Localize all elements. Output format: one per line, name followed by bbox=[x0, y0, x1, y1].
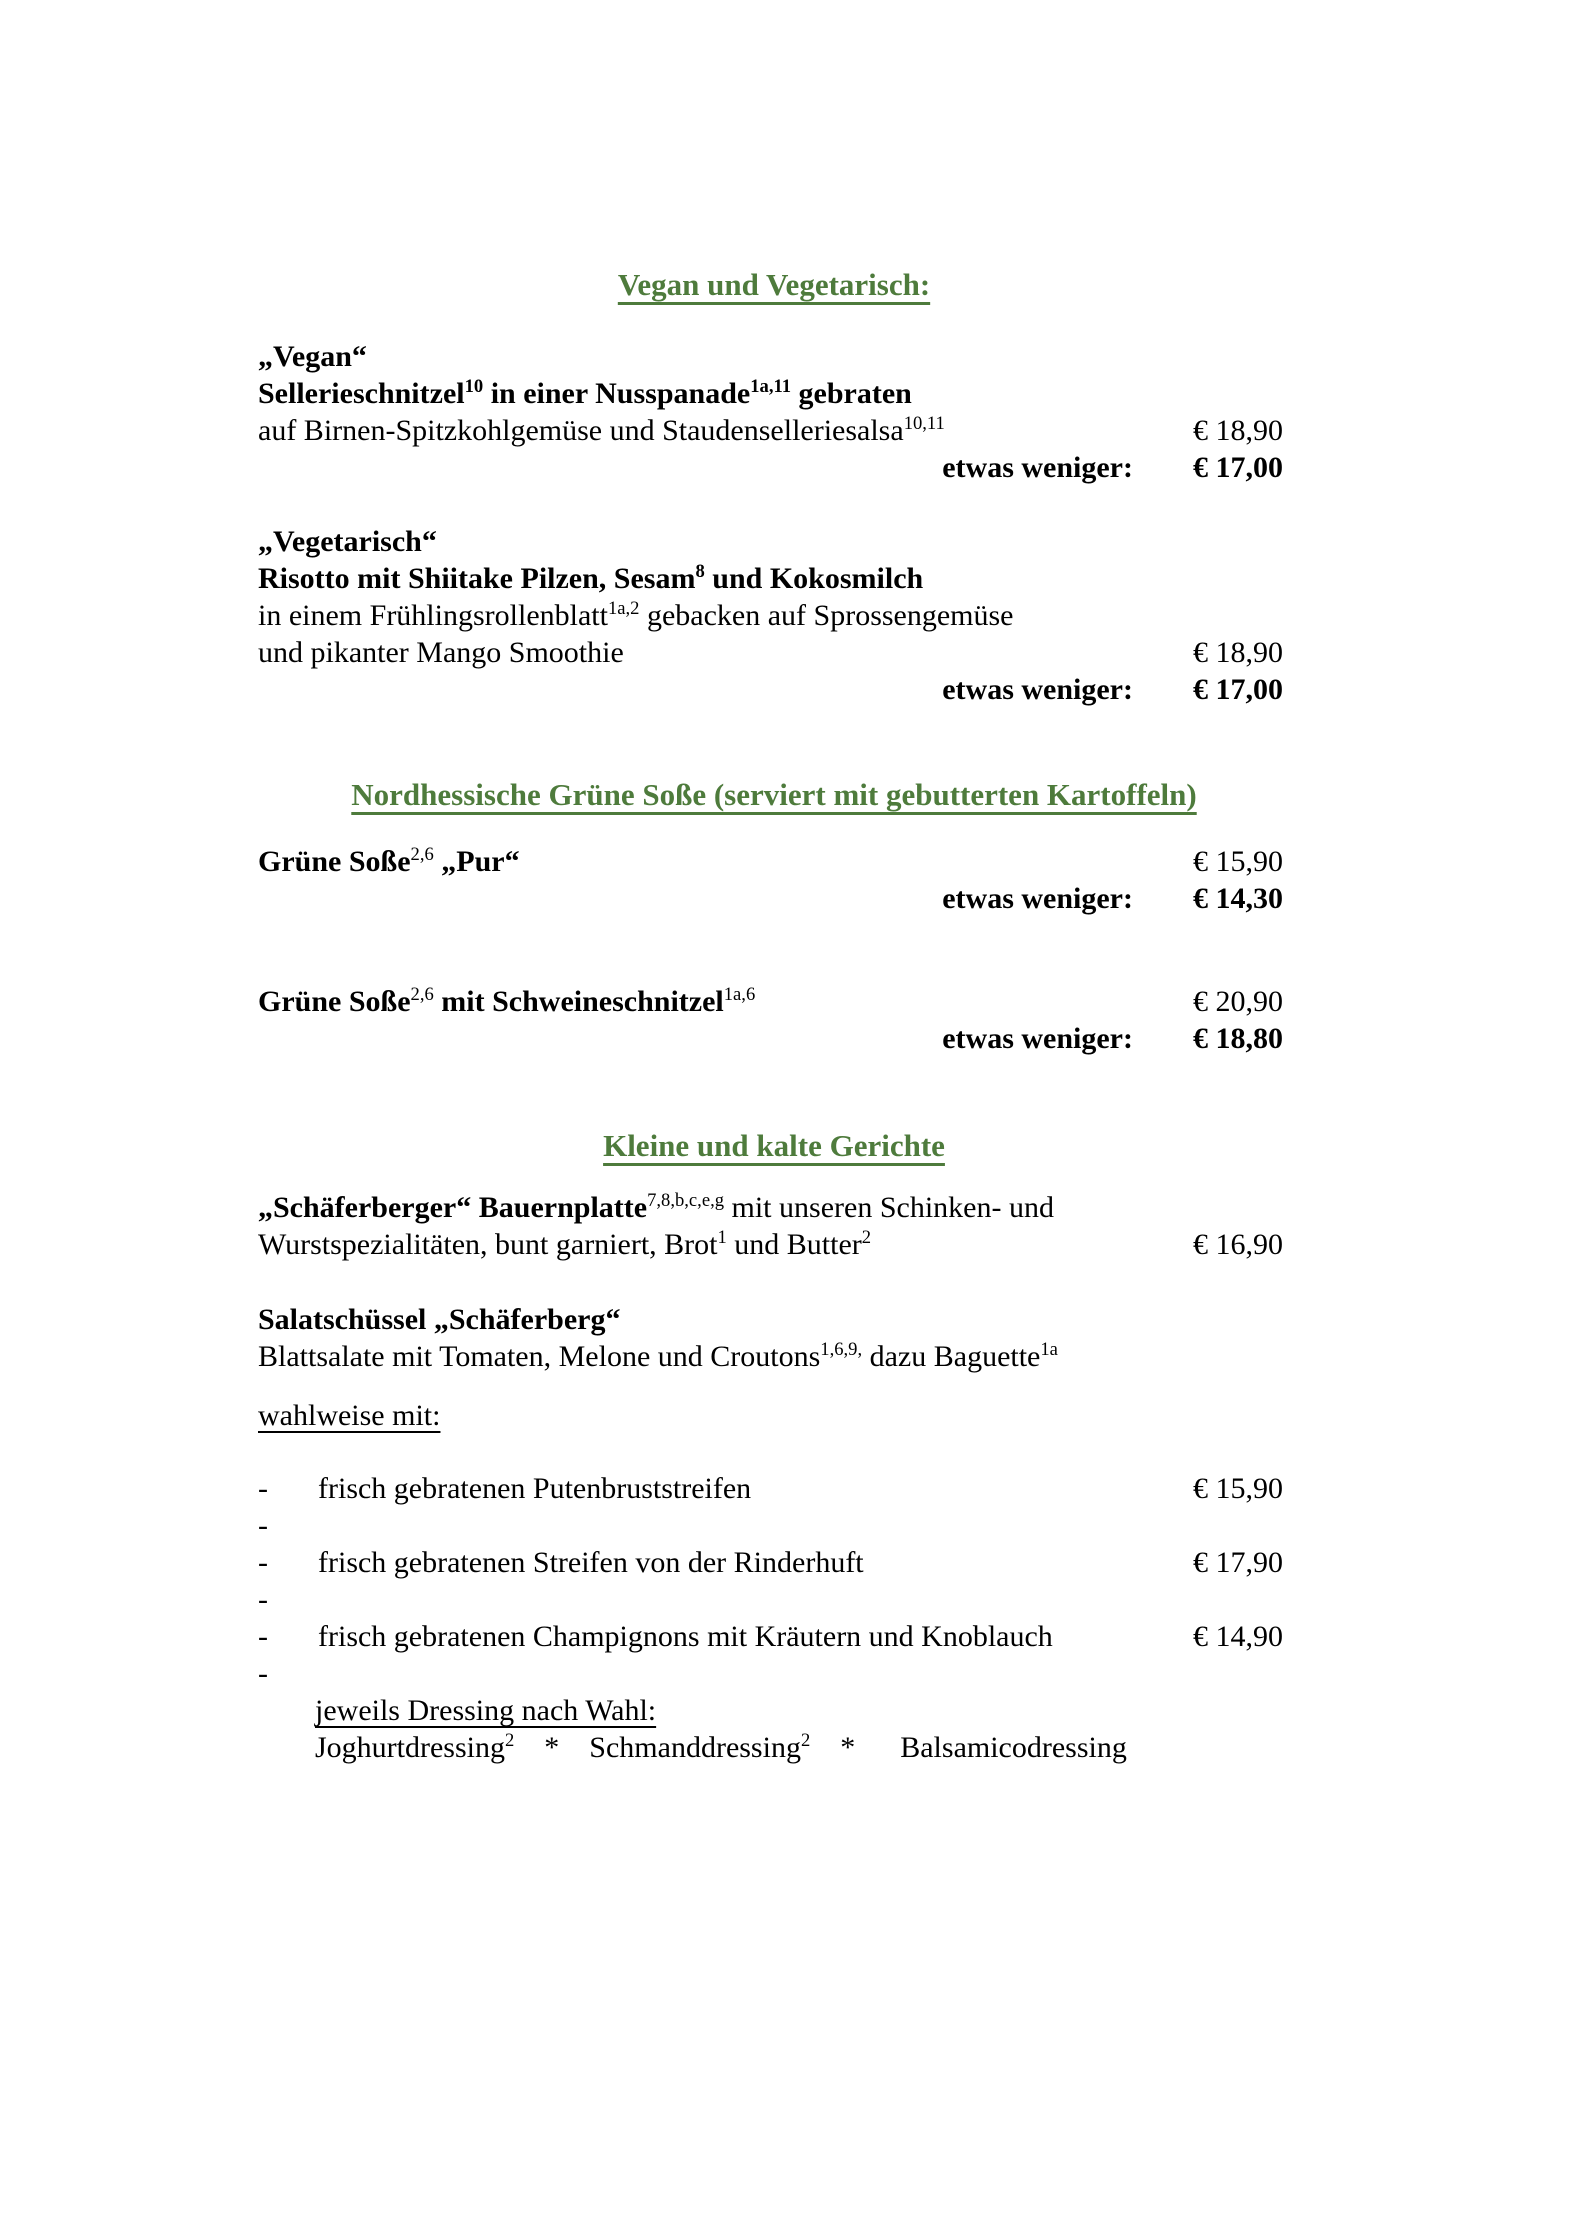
dish-salatschuessel-desc: Blattsalate mit Tomaten, Melone und Croutons$^{1,6,9,}$ dazu Baguette$^{1a}$ bbox=[258, 1339, 1058, 1373]
dish-bauernplatte-line2: Wurstspezialitäten, bunt garniert, Brot$^1$ und Butter$^2$ bbox=[258, 1227, 872, 1261]
dish-vegetarisch-less-row bbox=[258, 671, 1290, 708]
dish-salatschuessel-line1-row bbox=[258, 1301, 1290, 1338]
section-heading-kalte-gerichte bbox=[258, 1127, 1290, 1164]
option-text: frisch gebratenen Streifen von der Rinderhuft bbox=[318, 1546, 864, 1579]
etwas-weniger-label: etwas weniger: bbox=[942, 451, 1133, 484]
dressing-label-row bbox=[258, 1692, 1290, 1729]
dish-schweineschnitzel-less-price: € 18,80 bbox=[1193, 1022, 1283, 1055]
dish-vegan-less-row bbox=[258, 449, 1290, 486]
dish-vegetarisch-title: „Vegetarisch“ bbox=[258, 525, 437, 558]
dressing-options-row bbox=[258, 1729, 1290, 1766]
section-heading-kalte-gerichte-text: Kleine und kalte Gerichte bbox=[603, 1128, 945, 1163]
option-price: € 17,90 bbox=[1193, 1546, 1283, 1579]
dish-vegetarisch-title-row bbox=[258, 523, 1290, 560]
dish-vegan-name: Sellerieschnitzel$^{10}$ in einer Nusspanade$^{1a,11}$ gebraten bbox=[258, 376, 912, 410]
spacer-dash-row bbox=[258, 1655, 1290, 1692]
list-dash: - bbox=[258, 1546, 268, 1579]
dish-pur-row bbox=[258, 843, 1290, 880]
etwas-weniger-label: etwas weniger: bbox=[942, 1022, 1133, 1055]
list-dash: - bbox=[258, 1472, 268, 1505]
list-dash: - bbox=[258, 1620, 268, 1653]
menu-content bbox=[258, 266, 1290, 1766]
dish-vegan-title: „Vegan“ bbox=[258, 340, 367, 373]
choice-label-text: wahlweise mit: bbox=[258, 1399, 441, 1432]
section-heading-vegan-vegetarisch-text: Vegan und Vegetarisch: bbox=[617, 267, 931, 302]
dish-bauernplatte-line1: „Schäferberger“ Bauernplatte$^{7,8,b,c,e,g}$ mit unseren Schinken- und bbox=[258, 1190, 1054, 1224]
dish-vegetarisch-name-row bbox=[258, 560, 1290, 597]
section-heading-gruene-sosse-text: Nordhessische Grüne Soße (serviert mit gebutterten Kartoffeln) bbox=[351, 777, 1197, 812]
dressing-options: Joghurtdressing$^2$ * Schmanddressing$^2$ * Balsamicodressing bbox=[315, 1730, 1127, 1764]
option-row-putenbrust bbox=[258, 1470, 1290, 1507]
dish-salatschuessel-name: Salatschüssel „Schäferberg“ bbox=[258, 1303, 621, 1336]
dish-salatschuessel-line2-row bbox=[258, 1338, 1290, 1375]
etwas-weniger-label: etwas weniger: bbox=[942, 882, 1133, 915]
choice-label-row bbox=[258, 1397, 1290, 1434]
dish-vegan-desc: auf Birnen-Spitzkohlgemüse und Staudenselleriesalsa$^{10,11}$ bbox=[258, 413, 945, 447]
dish-pur-less-price: € 14,30 bbox=[1193, 882, 1283, 915]
dish-vegetarisch-name: Risotto mit Shiitake Pilzen, Sesam$^8$ und Kokosmilch bbox=[258, 561, 924, 595]
dish-bauernplatte-line2-row bbox=[258, 1226, 1290, 1263]
dish-pur-name: Grüne Soße$^{2,6}$ „Pur“ bbox=[258, 844, 520, 878]
option-row-rinderhuft bbox=[258, 1544, 1290, 1581]
dish-vegetarisch-less-price: € 17,00 bbox=[1193, 673, 1283, 706]
dish-vegetarisch-desc1: in einem Frühlingsrollenblatt$^{1a,2}$ gebacken auf Sprossengemüse bbox=[258, 598, 1014, 632]
dish-vegetarisch-desc2-row bbox=[258, 634, 1290, 671]
etwas-weniger-label: etwas weniger: bbox=[942, 673, 1133, 706]
dish-schweineschnitzel-row bbox=[258, 983, 1290, 1020]
option-price: € 15,90 bbox=[1193, 1472, 1283, 1505]
list-dash: - bbox=[258, 1583, 268, 1616]
option-row-champignons bbox=[258, 1618, 1290, 1655]
dish-schweineschnitzel-less-row bbox=[258, 1020, 1290, 1057]
dish-vegan-title-row bbox=[258, 338, 1290, 375]
choice-label bbox=[258, 1397, 1290, 1434]
spacer-dash-row bbox=[258, 1581, 1290, 1618]
dish-vegan-desc-row bbox=[258, 412, 1290, 449]
dish-vegan-name-row bbox=[258, 375, 1290, 412]
section-heading-gruene-sosse bbox=[258, 776, 1290, 813]
option-price: € 14,90 bbox=[1193, 1620, 1283, 1653]
dish-bauernplatte-price: € 16,90 bbox=[1193, 1228, 1283, 1261]
dish-vegetarisch-desc2: und pikanter Mango Smoothie bbox=[258, 636, 624, 669]
dish-vegetarisch-price: € 18,90 bbox=[1193, 636, 1283, 669]
dish-bauernplatte-line1-row bbox=[258, 1189, 1290, 1226]
dish-schweineschnitzel-name: Grüne Soße$^{2,6}$ mit Schweineschnitzel$^{1a,6}$ bbox=[258, 984, 756, 1018]
list-dash: - bbox=[258, 1657, 268, 1690]
option-text: frisch gebratenen Champignons mit Kräutern und Knoblauch bbox=[318, 1620, 1053, 1653]
dish-vegan-price: € 18,90 bbox=[1193, 414, 1283, 447]
dish-pur-less-row bbox=[258, 880, 1290, 917]
list-dash: - bbox=[258, 1509, 268, 1542]
dish-pur-price: € 15,90 bbox=[1193, 845, 1283, 878]
dish-vegetarisch-desc1-row bbox=[258, 597, 1290, 634]
option-text: frisch gebratenen Putenbruststreifen bbox=[318, 1472, 752, 1505]
spacer-dash-row bbox=[258, 1507, 1290, 1544]
section-heading-vegan-vegetarisch bbox=[258, 266, 1290, 303]
dish-vegan-less-price: € 17,00 bbox=[1193, 451, 1283, 484]
dressing-label bbox=[315, 1692, 1290, 1729]
dressing-label-text: jeweils Dressing nach Wahl: bbox=[315, 1694, 657, 1727]
dish-schweineschnitzel-price: € 20,90 bbox=[1193, 985, 1283, 1018]
